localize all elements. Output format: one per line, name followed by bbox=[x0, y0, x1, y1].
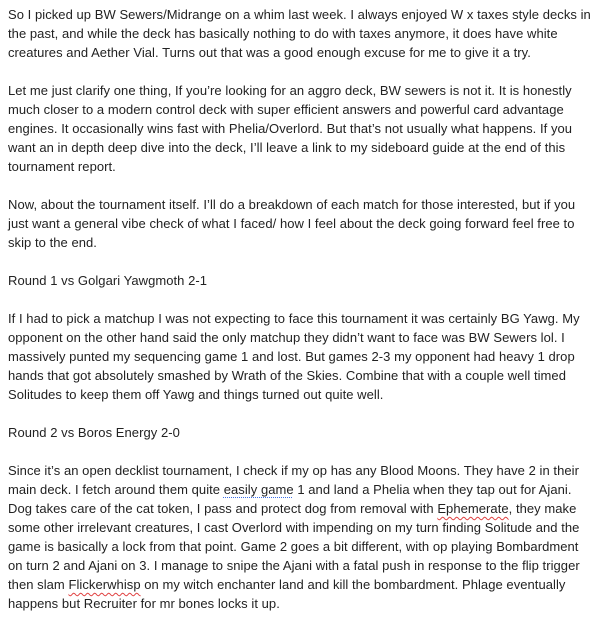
document-body[interactable] bbox=[8, 5, 596, 632]
deck-clarification-paragraph: Let me just clarify one thing, If you’re looking for an aggro deck, BW sewers is not it. It is honestly much closer to a modern control deck with super efficient answers and powerful card advantage engines. It occasionally wins fast with Phelia/Overlord. But that’s not usually what happens. If you want an in depth deep dive into the deck, I’ll leave a link to my sideboard guide at the end of this tournament report. bbox=[8, 83, 573, 174]
round-2-text-part-3: , they make some other irrelevant creatures, I cast Overlord with impending on my turn finding Solitude and the game is basically a lock from that point. Game 2 goes a bit different, with op playing Bombardment on turn 2 and Ajani on 3. I manage to snipe the Ajani with a fatal push in response to the flip trigger then slam bbox=[8, 501, 580, 592]
grammar-flagged-text[interactable]: easily game bbox=[223, 482, 294, 497]
tournament-intro-paragraph: Now, about the tournament itself. I’ll do a breakdown of each match for those interested, but if you just want a general vibe check of what I faced/ how I feel about the deck going forward feel free to skip to the end. bbox=[8, 197, 576, 250]
round-2-text-part-4: on my witch enchanter land and kill the bombardment. Phlage eventually happens but Recruiter for mr bones locks it up. bbox=[8, 577, 566, 611]
spellcheck-flagged-word[interactable]: Flickerwhisp bbox=[68, 577, 141, 592]
round-2-text-part-1: Since it’s an open decklist tournament, I check if my op has any Blood Moons. They have 2 in their main deck. I fetch around them quite bbox=[8, 463, 579, 497]
round-1-heading: Round 1 vs Golgari Yawgmoth 2-1 bbox=[8, 273, 208, 288]
round-1-paragraph: If I had to pick a matchup I was not expecting to face this tournament it was certainly BG Yawg. My opponent on the other hand said the only matchup they didn’t want to face was BW Sewers lol. I massively punted my sequencing game 1 and lost. But games 2-3 my opponent had heavy 1 drop hands that got absolutely smashed by Wrath of the Skies. Combine that with a couple well timed Solitudes to keep them off Yawg and things turned out quite well. bbox=[8, 311, 580, 402]
round-2-text-part-2: 1 and land a Phelia when they tap out for Ajani. Dog takes care of the cat token, I pass and protect dog from removal with bbox=[8, 482, 572, 516]
round-2-paragraph bbox=[8, 461, 596, 613]
intro-paragraph: So I picked up BW Sewers/Midrange on a whim last week. I always enjoyed W x taxes style decks in the past, and while the deck has basically nothing to do with taxes anymore, it does have white creatures and Aether Vial. Turns out that was a good enough excuse for me to give it a try. bbox=[8, 7, 591, 60]
spellcheck-flagged-word[interactable]: Ephemerate bbox=[437, 501, 509, 516]
round-2-heading: Round 2 vs Boros Energy 2-0 bbox=[8, 425, 180, 440]
